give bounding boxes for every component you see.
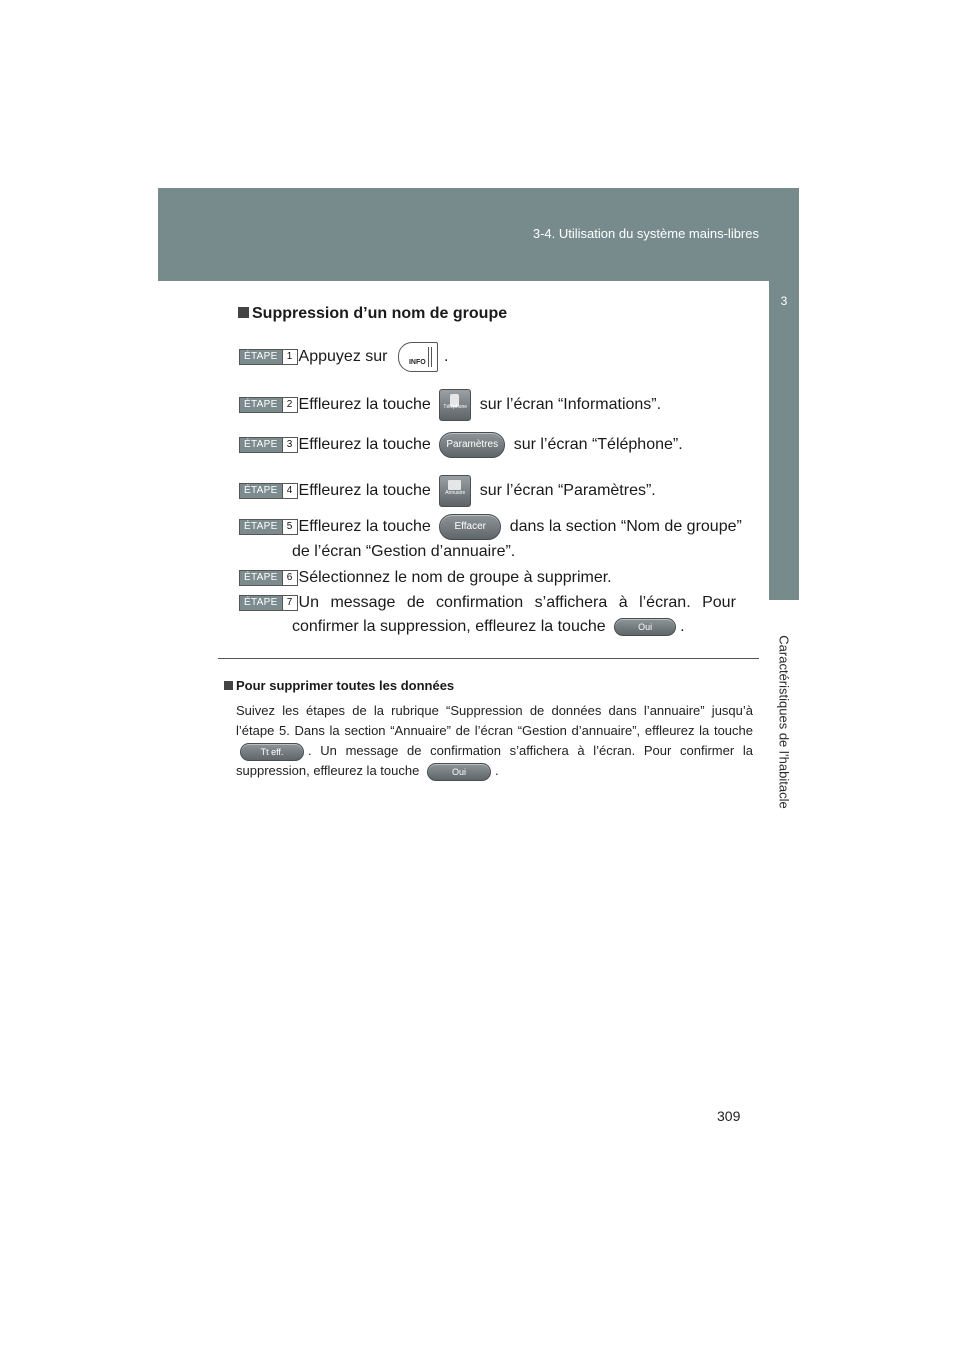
step-badge: ÉTAPE 2 [239,397,298,413]
step-5-continuation: de l’écran “Gestion d’annuaire”. [292,543,516,560]
note-body: Suivez les étapes de la rubrique “Suppression de données dans l’annuaire” jusqu’à l’étape 5. Dans la section “Annuaire” de l’écran “Gestion d’annuaire”, effleurez la touche Tt eff. . Un message de confirmation s’affichera à l’écran. Pour confirmer la suppression, effleurez la touche Oui . [236,701,753,781]
divider [218,658,759,659]
step-3: ÉTAPE 3 Effleurez la touche Paramètres sur l’écran “Téléphone”. [239,432,683,458]
step-7-continuation: confirmer la suppression, effleurez la touche Oui . [292,618,685,635]
header-band [158,188,799,281]
chapter-number: 3 [780,294,788,308]
page-number: 309 [717,1108,741,1124]
step-4: ÉTAPE 4 Effleurez la touche Annuaire sur l’écran “Paramètres”. [239,475,656,507]
parametres-button-icon: Paramètres [439,432,505,458]
chapter-label: Caractéristiques de l’habitacle [776,635,792,809]
step-2: ÉTAPE 2 Effleurez la touche Téléphone sur l’écran “Informations”. [239,389,661,421]
step-badge: ÉTAPE 4 [239,483,298,499]
step-badge: ÉTAPE 6 [239,570,298,586]
step-6: ÉTAPE 6 Sélectionnez le nom de groupe à supprimer. [239,567,612,589]
section-title: Suppression d’un nom de groupe [238,305,507,323]
oui-button-icon: Oui [614,618,676,636]
step-badge: ÉTAPE 3 [239,437,298,453]
step-badge: ÉTAPE 5 [239,519,298,535]
step-1: ÉTAPE 1 Appuyez sur INFO . [239,342,448,372]
tt-eff-button-icon: Tt eff. [240,743,304,761]
step-5: ÉTAPE 5 Effleurez la touche Effacer dans la section “Nom de groupe” [239,514,742,540]
telephone-button-icon: Téléphone [439,389,471,421]
oui-button-icon: Oui [427,763,491,781]
annuaire-button-icon: Annuaire [439,475,471,507]
header-title: 3-4. Utilisation du système mains-libres [532,226,759,241]
effacer-button-icon: Effacer [439,514,501,540]
chapter-tab [769,280,799,600]
step-badge: ÉTAPE 1 [239,349,298,365]
step-badge: ÉTAPE 7 [239,595,298,611]
square-bullet-icon [238,307,249,318]
step-7: ÉTAPE 7 Un message de confirmation s’affichera à l’écran. Pour [239,592,736,614]
note-title: Pour supprimer toutes les données [224,678,454,693]
info-button-icon: INFO [398,342,438,372]
square-bullet-icon [224,681,233,690]
